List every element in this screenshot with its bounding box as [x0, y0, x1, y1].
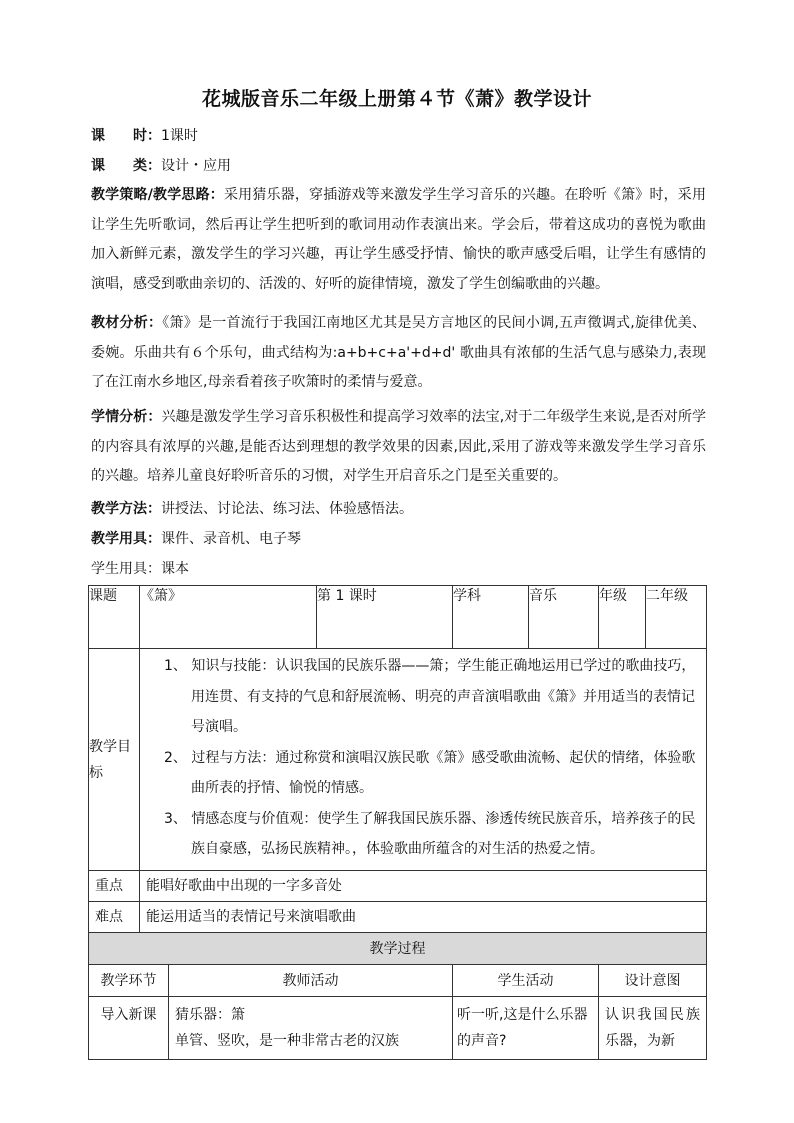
strategy-label: 教学策略/教学思路： [91, 187, 224, 203]
column-header-stage: 教学环节 [89, 965, 169, 997]
material-text: 《箫》是一首流行于我国江南地区尤其是吴方言地区的民间小调,五声徵调式,旋律优美、委婉。乐曲共有６个乐句，曲式结构为:a+b+c+a'+d+d' 歌曲具有浓郁的生活气息与感染力,表现了在江南水乡地区,母亲看着孩子吹箫时的柔情与爱意。 [91, 315, 706, 390]
table-row [89, 902, 707, 933]
subject-label-cell: 学科 [453, 586, 529, 649]
student-activity-cell: 听一听,这是什么乐器的声音? [453, 997, 599, 1060]
learner-label: 学情分析： [91, 409, 162, 425]
difficulty-label-cell: 难点 [89, 902, 140, 933]
student-tools-paragraph [91, 555, 706, 585]
goal-item: 3、 情感态度与价值观：使学生了解我国民族乐器、渗透传统民族音乐，培养孩子的民族自豪感，弘扬民族精神。，体验歌曲所蕴含的对生活的热爱之情。 [164, 810, 696, 857]
learner-text: 兴趣是激发学生学习音乐积极性和提高学习效率的法宝,对于二年级学生来说,是否对所学的内容具有浓厚的兴趣,是能否达到理想的教学效果的因素,因此,采用了游戏等来激发学生学习音乐的兴趣。培养儿童良好聆听音乐的习惯，对学生开启音乐之门是至关重要的。 [91, 409, 706, 484]
lesson-plan-table [88, 585, 707, 1060]
goal-item: 2、 过程与方法：通过称赏和演唱汉族民歌《箫》感受歌曲流畅、起伏的情绪，体验歌曲所表的抒情、愉悦的情感。 [164, 749, 696, 796]
teacher-activity-line: 猜乐器：箫 [175, 1007, 245, 1023]
methods-text: 讲授法、讨论法、练习法、体验感悟法。 [161, 501, 413, 517]
tools-label: 教学用具： [91, 531, 161, 547]
grade-value-cell: 二年级 [646, 586, 707, 649]
material-paragraph [91, 309, 706, 398]
topic-value-cell: 《箫》 [140, 586, 317, 649]
difficulty-value-cell: 能运用适当的表情记号来演唱歌曲 [140, 902, 707, 933]
tools-paragraph [91, 525, 706, 555]
learner-paragraph [91, 403, 706, 492]
teacher-activity-cell [169, 997, 453, 1060]
table-row [89, 871, 707, 902]
teacher-activity-line: 单管、竖吹，是一种非常古老的汉族 [175, 1033, 399, 1049]
material-label: 教材分析： [91, 315, 163, 331]
grade-label-cell: 年级 [599, 586, 646, 649]
stage-cell: 导入新课 [89, 997, 169, 1060]
strategy-paragraph [91, 181, 706, 299]
design-intent-cell: 认识我国民族乐器，为新 [599, 997, 707, 1060]
strategy-text: 采用猜乐器，穿插游戏等来激发学生学习音乐的兴趣。在聆听《箫》时，采用让学生先听歌词，然后再让学生把听到的歌词用动作表演出来。学会后，带着这成功的喜悦为歌曲加入新鲜元素，激发学生的学习兴趣，再让学生感受抒情、愉快的歌声感受后唱，让学生有感情的演唱，感受到歌曲亲切的、活泼的、好听的旋律情境，激发了学生创编歌曲的兴趣。 [91, 187, 706, 292]
table-row [89, 649, 707, 871]
goal-item: 1、 知识与技能：认识我国的民族乐器——箫；学生能正确地运用已学过的歌曲技巧，用连贯、有支持的气息和舒展流畅、明亮的声音演唱歌曲《箫》并用适当的表情记号演唱。 [164, 658, 696, 735]
class-type-line [91, 156, 231, 176]
table-row [89, 586, 707, 649]
goals-content-cell [140, 649, 707, 871]
class-type-label: 课 类： [91, 158, 161, 174]
class-type-value: 设计・应用 [161, 158, 231, 174]
methods-label: 教学方法： [91, 501, 161, 517]
key-point-value-cell: 能唱好歌曲中出现的一字多音处 [140, 871, 707, 902]
column-header-teacher: 教师活动 [169, 965, 453, 997]
methods-paragraph [91, 495, 706, 525]
class-hours-line [91, 126, 198, 146]
column-header-intent: 设计意图 [599, 965, 707, 997]
student-tools-label: 学生用具： [91, 561, 161, 577]
lesson-number-cell: 第 1 课时 [317, 586, 453, 649]
key-point-label-cell: 重点 [89, 871, 140, 902]
student-tools-text: 课本 [161, 561, 189, 577]
table-row [89, 965, 707, 997]
table-row [89, 933, 707, 965]
column-header-student: 学生活动 [453, 965, 599, 997]
topic-label-cell: 课题 [89, 586, 140, 649]
document-title: 花城版音乐二年级上册第４节《萧》教学设计 [201, 88, 592, 110]
goals-label-cell: 教学目标 [89, 649, 140, 871]
subject-value-cell: 音乐 [529, 586, 599, 649]
table-row [89, 997, 707, 1060]
class-hours-label: 课 时： [91, 128, 161, 144]
process-header-cell: 教学过程 [89, 933, 707, 965]
tools-text: 课件、录音机、电子琴 [161, 531, 301, 547]
class-hours-value: 1课时 [161, 128, 198, 144]
